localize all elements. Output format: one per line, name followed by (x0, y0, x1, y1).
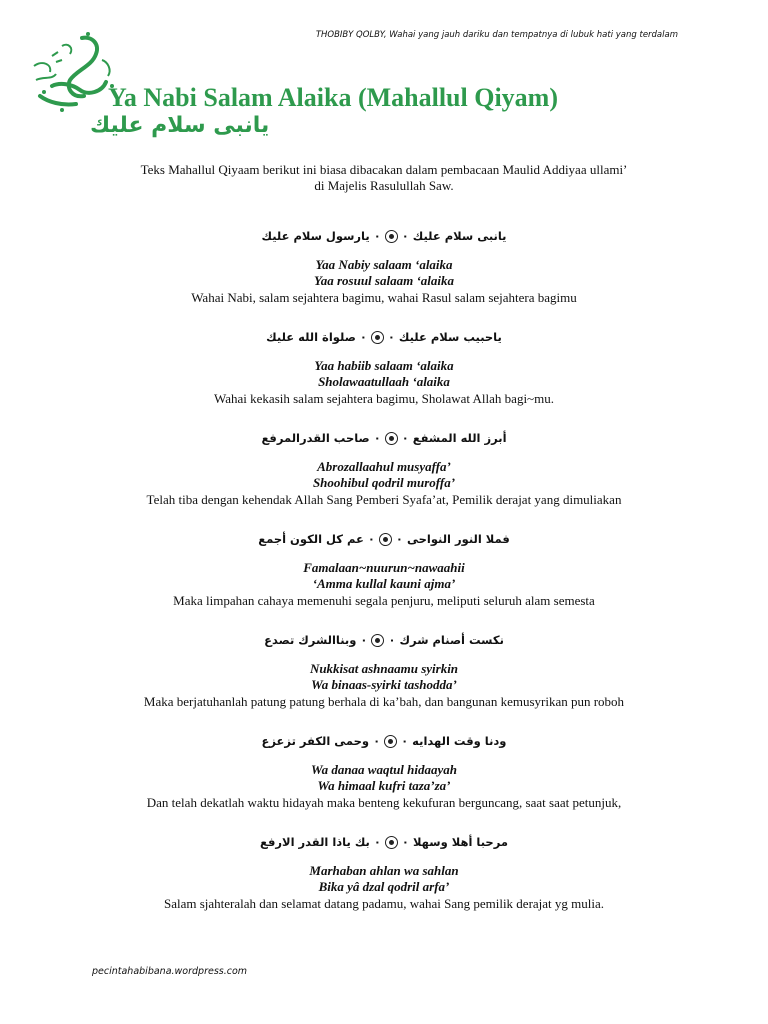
verse-block (60, 326, 708, 427)
arabic-line: يانبى سلام عليك ٠٠ يارسول سلام عليك (261, 229, 507, 243)
translation-line: Maka limpahan cahaya memenuhi segala penjuru, meliputi seluruh alam semesta (173, 593, 595, 608)
arabic-line: ياحبيب سلام عليك ٠٠ صلواة الله عليك (266, 330, 502, 344)
intro-text (60, 162, 708, 194)
arabic-half: نكست أصنام شرك (399, 633, 504, 647)
verse-separator-icon (385, 230, 398, 243)
page-title-arabic: يانبى سلام عليك (90, 113, 270, 138)
verse-block (60, 730, 708, 831)
transliteration-line: Wa himaal kufri taza’za’ (317, 778, 451, 793)
verse-separator-icon (371, 331, 384, 344)
translation-line: Wahai kekasih salam sejahtera bagimu, Sholawat Allah bagi~mu. (214, 391, 554, 406)
verse-separator-icon (385, 836, 398, 849)
arabic-half: صاحب القدرالمرفع (261, 431, 370, 445)
arabic-half: وحمى الكفر تزعزع (261, 734, 370, 748)
verse-list (60, 225, 708, 932)
translation-line: Wahai Nabi, salam sejahtera bagimu, wahai Rasul salam sejahtera bagimu (191, 290, 577, 305)
intro-line: di Majelis Rasulullah Saw. (314, 178, 454, 193)
verse-separator-icon (371, 634, 384, 647)
arabic-line: نكست أصنام شرك ٠٠ وبناالشرك تصدع (264, 633, 504, 647)
transliteration-line: Abrozallaahul musyaffa’ (317, 459, 451, 474)
arabic-line: مرحبا أهلا وسهلا ٠٠ بك ياذا القدر الارفع (260, 835, 508, 849)
arabic-half: مرحبا أهلا وسهلا (412, 835, 508, 849)
transliteration-line: Wa danaa waqtul hidaayah (310, 762, 458, 777)
verse-block (60, 528, 708, 629)
arabic-half: ياحبيب سلام عليك (398, 330, 502, 344)
arabic-half: أبرز الله المشفع (412, 431, 507, 445)
transliteration-line: Marhaban ahlan wa sahlan (309, 863, 459, 878)
translation-line: Telah tiba dengan kehendak Allah Sang Pemberi Syafa’at, Pemilik derajat yang dimuliakan (146, 492, 622, 507)
verse-separator-icon (385, 432, 398, 445)
transliteration-line: Yaa rosuul salaam ‘alaika (313, 273, 455, 288)
muhammad-calligraphy-icon (22, 26, 122, 116)
transliteration-line: Bika yâ dzal qodril arfa’ (318, 879, 450, 894)
arabic-line: ودنا وقت الهدايه ٠٠ وحمى الكفر تزعزع (261, 734, 507, 748)
arabic-half: ودنا وقت الهدايه (412, 734, 507, 748)
intro-line: Teks Mahallul Qiyaam berikut ini biasa dibacakan dalam pembacaan Maulid Addiyaa ullami’ (140, 162, 628, 177)
arabic-line: أبرز الله المشفع ٠٠ صاحب القدرالمرفع (261, 431, 507, 445)
arabic-half: عم كل الكون أجمع (258, 532, 364, 546)
verse-block (60, 427, 708, 528)
verse-block (60, 831, 708, 932)
translation-line: Dan telah dekatlah waktu hidayah maka benteng kekufuran berguncang, saat saat petunjuk, (146, 795, 622, 810)
page-title: Ya Nabi Salam Alaika (Mahallul Qiyam) (108, 83, 558, 112)
transliteration-line: Yaa habiib salaam ‘alaika (314, 358, 454, 373)
footer-link[interactable]: pecintahabibana.wordpress.com (92, 966, 248, 977)
transliteration-line: Famalaan~nuurun~nawaahii (303, 560, 465, 575)
arabic-half: يارسول سلام عليك (261, 229, 370, 243)
transliteration-line: Shoohibul qodril muroffa’ (312, 475, 456, 490)
header-note: THOBIBY QOLBY, Wahai yang jauh dariku dan tempatnya di lubuk hati yang terdalam (315, 30, 678, 40)
arabic-half: صلواة الله عليك (266, 330, 356, 344)
transliteration-line: Yaa Nabiy salaam ‘alaika (315, 257, 453, 272)
verse-separator-icon (379, 533, 392, 546)
arabic-half: بك ياذا القدر الارفع (260, 835, 370, 849)
arabic-half: يانبى سلام عليك (412, 229, 507, 243)
verse-block (60, 629, 708, 730)
transliteration-line: ‘Amma kullal kauni ajma’ (312, 576, 456, 591)
arabic-half: فملا النور النواحى (406, 532, 510, 546)
arabic-half: وبناالشرك تصدع (264, 633, 357, 647)
transliteration-line: Sholawaatullaah ‘alaika (318, 374, 450, 389)
arabic-line: فملا النور النواحى ٠٠ عم كل الكون أجمع (258, 532, 510, 546)
verse-block (60, 225, 708, 326)
translation-line: Maka berjatuhanlah patung patung berhala di ka’bah, dan bangunan kemusyrikan pun roboh (143, 694, 625, 709)
transliteration-line: Wa binaas-syirki tashodda’ (311, 677, 457, 692)
translation-line: Salam sjahteralah dan selamat datang padamu, wahai Sang pemilik derajat yg mulia. (163, 896, 605, 911)
transliteration-line: Nukkisat ashnaamu syirkin (309, 661, 459, 676)
verse-separator-icon (384, 735, 397, 748)
